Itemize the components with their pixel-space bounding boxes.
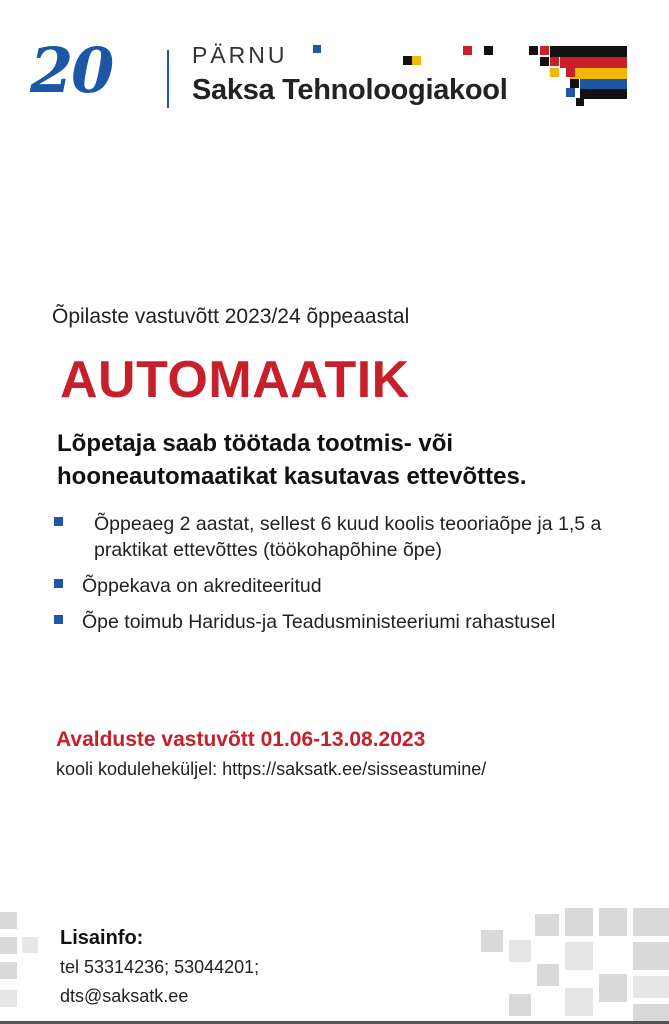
bullet-square-icon — [54, 517, 63, 526]
list-item — [54, 511, 654, 563]
logo-blue-square — [313, 45, 321, 53]
bullet-square-icon — [54, 615, 63, 624]
decorative-pixel-pattern-left — [0, 912, 60, 1022]
contact-email[interactable]: dts@saksatk.ee — [60, 986, 189, 1006]
admission-heading: Õpilaste vastuvõtt 2023/24 õppeaastal — [52, 305, 410, 328]
bullet-square-icon — [54, 579, 63, 588]
contact-phone: tel 53314236; 53044201; — [60, 957, 260, 977]
application-website[interactable]: kooli koduleheküljel: https://saksatk.ee/sisseastumine/ — [56, 759, 487, 779]
list-item — [54, 573, 654, 599]
bullet-text: Õppekava on akrediteeritud — [82, 575, 322, 597]
decorative-pixel-pattern-right — [469, 908, 669, 1023]
list-item — [54, 609, 654, 635]
bullet-list — [54, 511, 654, 645]
program-subtitle: Lõpetaja saab töötada tootmis- või hooneautomaatikat kasutavas ettevõttes. — [57, 430, 527, 490]
program-title: AUTOMAATIK — [60, 351, 410, 409]
logo-flag-graphic — [400, 42, 640, 112]
bullet-text: Õpe toimub Haridus-ja Teadusministeeriumi rahastusel — [82, 611, 556, 633]
bullet-text: Õppeaeg 2 aastat, sellest 6 kuud koolis teooriaõpe ja 1,5 a praktikat ettevõttes (töökohapõhine õpe) — [94, 513, 602, 561]
logo-city: PÄRNU — [192, 42, 288, 68]
logo-school-name: Saksa Tehnoloogiakool — [192, 74, 508, 106]
logo-divider — [167, 50, 169, 108]
application-deadline: Avalduste vastuvõtt 01.06-13.08.2023 — [56, 728, 426, 751]
logo-anniversary-number: 20 — [30, 34, 113, 107]
contact-title: Lisainfo: — [60, 927, 144, 949]
